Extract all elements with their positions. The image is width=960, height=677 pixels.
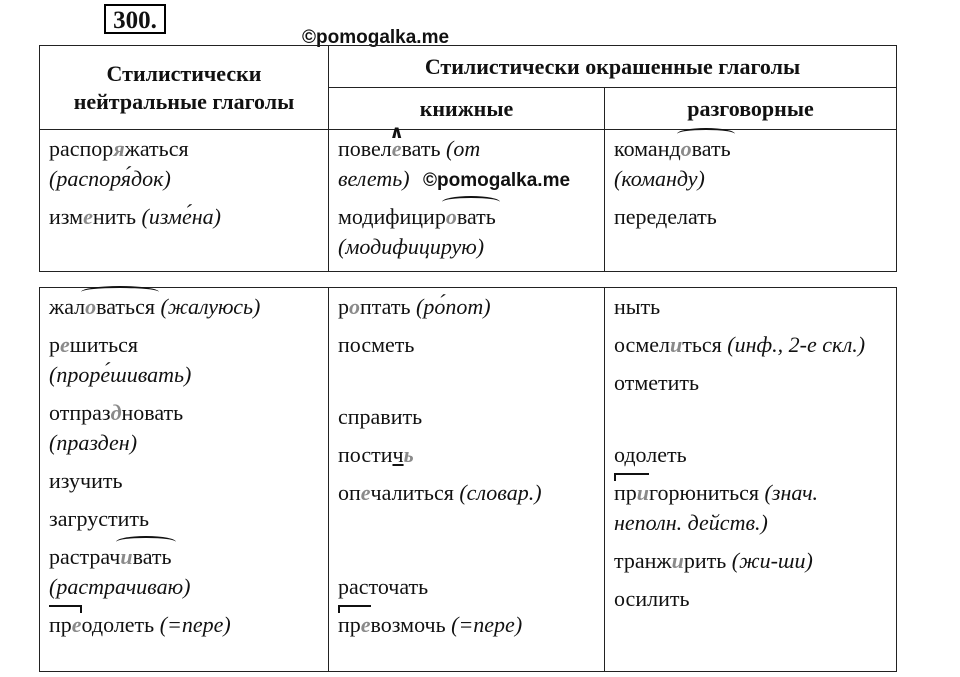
t1-colloquial-cell <box>605 130 897 272</box>
watermark-middle: ©pomogalka.me <box>423 170 571 191</box>
word-entry: роптать (ро́пот) <box>338 294 491 319</box>
word-entry: растрачивать (растрачиваю) <box>49 544 191 599</box>
word-entry: изучить <box>49 468 123 493</box>
word-entry: отметить <box>614 370 700 395</box>
header-table <box>39 45 897 272</box>
word-entry: отпраздновать (празден) <box>49 400 184 455</box>
word-entry: преодолеть (=пере) <box>49 610 320 640</box>
word-entry: превозмочь (=пере) <box>338 610 596 640</box>
word-entry: изменить (изме́на) <box>49 204 221 229</box>
header-colored: Стилистически окрашенные глаголы <box>329 46 897 88</box>
word-entry: распоряжаться (распоря́док) <box>49 136 189 191</box>
header-colloquial: разговорные <box>605 88 897 130</box>
word-entry: переделать <box>614 204 717 229</box>
word-entry: посметь <box>338 332 415 357</box>
word-entry: осмелиться (инф., 2-е скл.) <box>614 332 866 357</box>
exercise-number: 300. <box>104 4 166 34</box>
word-entry: расточать <box>338 574 429 599</box>
word-entry: справить <box>338 404 423 429</box>
word-entry: загрустить <box>49 506 149 531</box>
words-table <box>39 287 897 672</box>
t1-neutral-cell <box>40 130 329 272</box>
word-entry: ныть <box>614 294 661 319</box>
word-entry: опечалиться (словар.) <box>338 480 542 505</box>
word-entry: осилить <box>614 586 690 611</box>
t2-colloquial-cell <box>605 288 897 672</box>
word-entry: командовать (команду) <box>614 136 731 191</box>
header-bookish: книжные <box>329 88 605 130</box>
header-neutral: Стилистически нейтральные глаголы <box>40 46 329 130</box>
word-entry: жаловаться (жалуюсь) <box>49 292 320 322</box>
word-entry: постичь <box>338 442 414 467</box>
watermark-top: ©pomogalka.me <box>302 27 450 48</box>
t2-neutral-cell <box>40 288 329 672</box>
t2-bookish-cell <box>329 288 605 672</box>
word-entry: повел∧ евать (от велеть) <box>338 134 596 194</box>
t1-bookish-cell <box>329 130 605 272</box>
word-entry: модифицировать (модифицирую) <box>338 204 496 259</box>
word-entry: пригорюниться (знач. неполн. действ.) <box>614 480 819 535</box>
word-entry: транжирить (жи-ши) <box>614 548 813 573</box>
word-entry: одолеть <box>614 442 687 467</box>
word-entry: решиться (проре́шивать) <box>49 332 192 387</box>
